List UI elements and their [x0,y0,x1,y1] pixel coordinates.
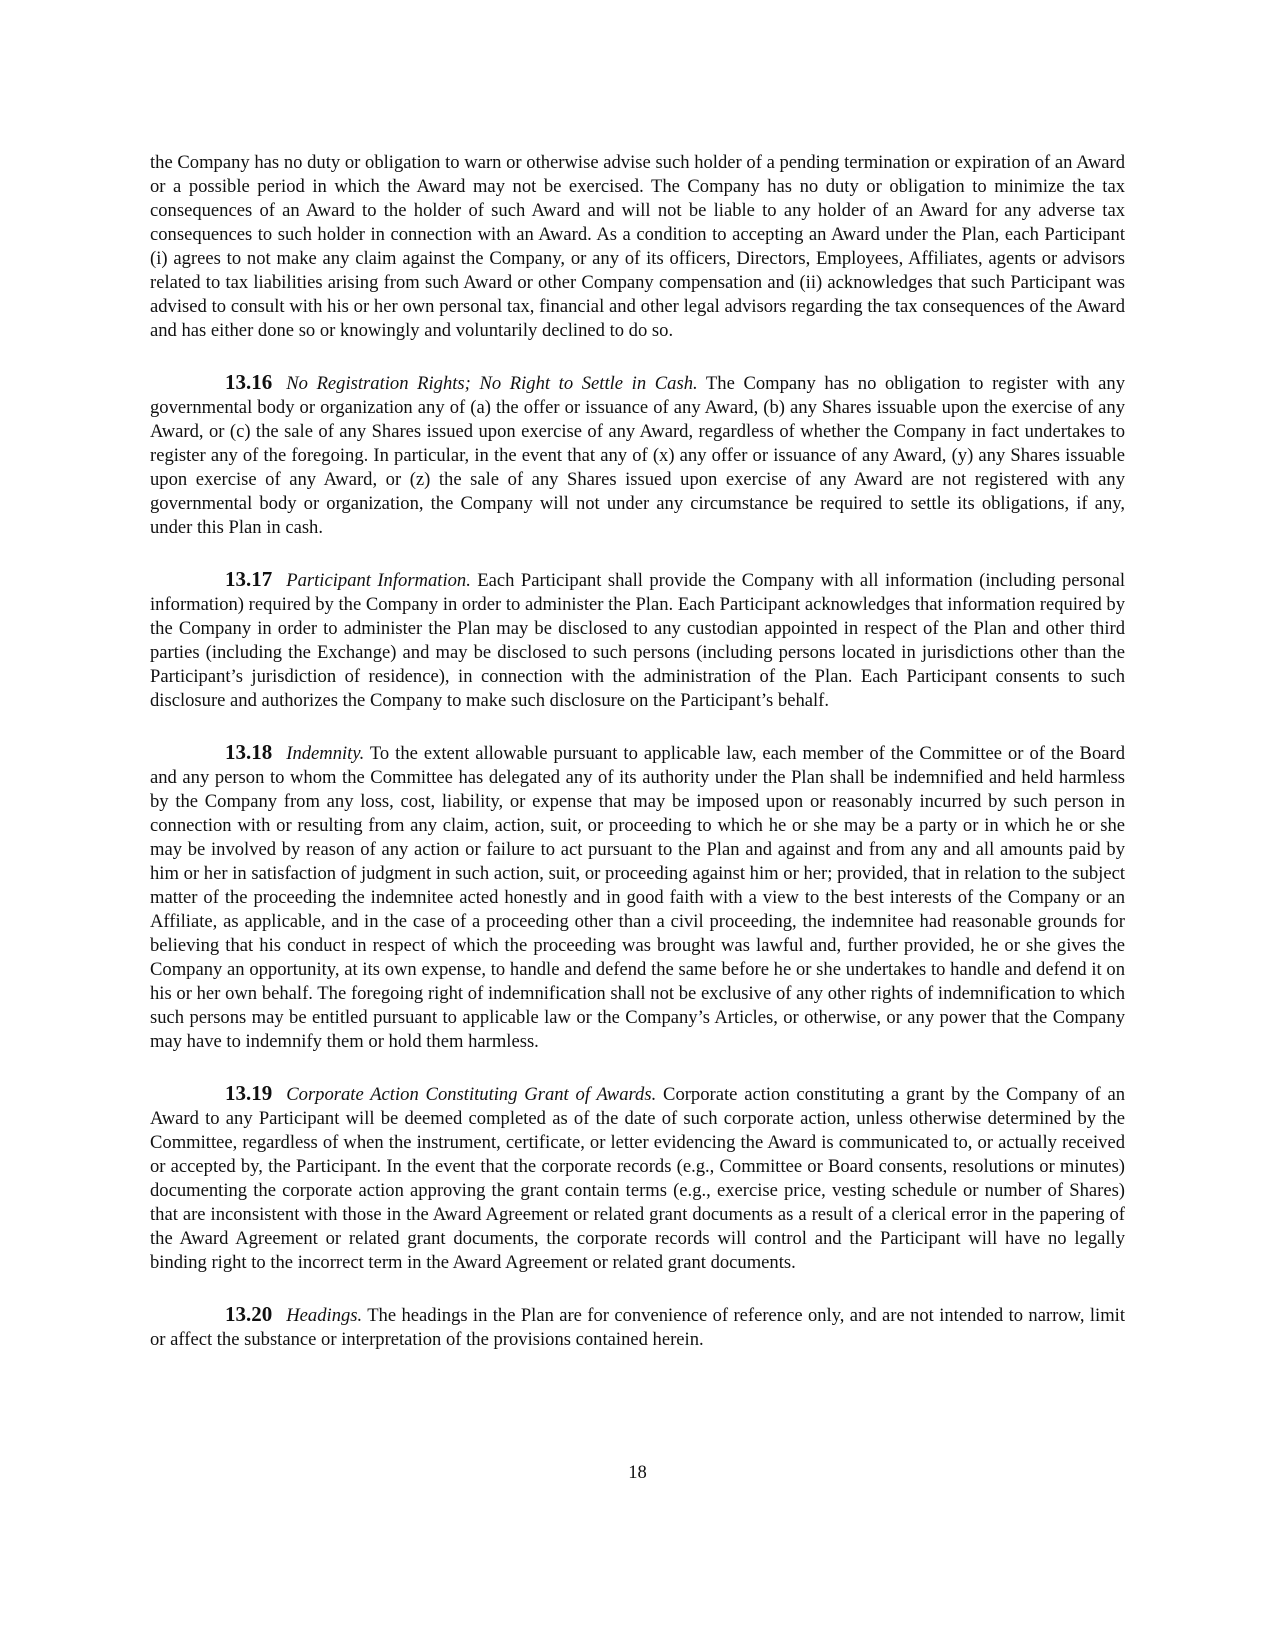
section-13-20 [150,1302,1125,1352]
section-text: Each Participant shall provide the Company with all information (including personal information) required by the Company in order to administer the Plan. Each Participant acknowledges that information required by the Company in order to administer the Plan may be disclosed to any custodian appointed in respect of the Plan and other third parties (including the Exchange) and may be disclosed to such persons (including persons located in jurisdictions other than the Participant’s jurisdiction of residence), in connection with the administration of the Plan. Each Participant consents to such disclosure and authorizes the Company to make such disclosure on the Participant’s behalf. [150,570,1125,711]
document-body [150,151,1125,1379]
section-number: 13.16 [225,370,273,394]
section-13-18 [150,740,1125,1054]
section-13-16 [150,370,1125,540]
page-number: 18 [628,1462,647,1483]
section-title: No Registration Rights; No Right to Settle in Cash. [286,373,698,394]
section-text: Corporate action constituting a grant by the Company of an Award to any Participant will be deemed completed as of the date of such corporate action, unless otherwise determined by the Committee, regardless of when the instrument, certificate, or letter evidencing the Award is communicated to, or actually received or accepted by, the Participant. In the event that the corporate records (e.g., Committee or Board consents, resolutions or minutes) documenting the corporate action approving the grant contain terms (e.g., exercise price, vesting schedule or number of Shares) that are inconsistent with those in the Award Agreement or related grant documents as a result of a clerical error in the papering of the Award Agreement or related grant documents, the corporate records will control and the Participant will have no legally binding right to the incorrect term in the Award Agreement or related grant documents. [150,1084,1125,1273]
section-13-19 [150,1081,1125,1275]
section-title: Participant Information. [286,570,471,591]
section-number: 13.18 [225,740,273,764]
section-number: 13.20 [225,1302,273,1326]
section-number: 13.19 [225,1081,273,1105]
section-13-17 [150,567,1125,713]
section-text: The Company has no obligation to register with any governmental body or organization any of (a) the offer or issuance of any Award, (b) any Shares issuable upon the exercise of any Award, or (c) the sale of any Shares issued upon exercise of any Award, regardless of whether the Company in fact undertakes to register any of the foregoing. In particular, in the event that any of (x) any offer or issuance of any Award, (y) any Shares issuable upon exercise of any Award, or (z) the sale of any Shares issued upon exercise of any Award are not registered with any governmental body or organization, the Company will not under any circumstance be required to settle its obligations, if any, under this Plan in cash. [150,373,1125,538]
intro-paragraph: the Company has no duty or obligation to warn or otherwise advise such holder of a pending termination or expiration of an Award or a possible period in which the Award may not be exercised. The Company has no duty or obligation to minimize the tax consequences of an Award to the holder of such Award and will not be liable to any holder of an Award for any adverse tax consequences to such holder in connection with an Award. As a condition to accepting an Award under the Plan, each Participant (i) agrees to not make any claim against the Company, or any of its officers, Directors, Employees, Affiliates, agents or advisors related to tax liabilities arising from such Award or other Company compensation and (ii) acknowledges that such Participant was advised to consult with his or her own personal tax, financial and other legal advisors regarding the tax consequences of the Award and has either done so or knowingly and voluntarily declined to do so. [150,152,1125,341]
section-title: Indemnity. [286,743,365,764]
section-text: To the extent allowable pursuant to applicable law, each member of the Committee or of the Board and any person to whom the Committee has delegated any of its authority under the Plan shall be indemnified and held harmless by the Company from any loss, cost, liability, or expense that may be imposed upon or reasonably incurred by such person in connection with or resulting from any claim, action, suit, or proceeding to which he or she may be a party or in which he or she may be involved by reason of any action or failure to act pursuant to the Plan and against and from any and all amounts paid by him or her in satisfaction of judgment in such action, suit, or proceeding against him or her; provided, that in relation to the subject matter of the proceeding the indemnitee acted honestly and in good faith with a view to the best interests of the Company or an Affiliate, as applicable, and in the case of a proceeding other than a civil proceeding, the indemnitee had reasonable grounds for believing that his conduct in respect of which the proceeding was brought was lawful and, further provided, he or she gives the Company an opportunity, at its own expense, to handle and defend the same before he or she undertakes to handle and defend it on his or her own behalf. The foregoing right of indemnification shall not be exclusive of any other rights of indemnification to which such persons may be entitled pursuant to applicable law or the Company’s Articles, or otherwise, or any power that the Company may have to indemnify them or hold them harmless. [150,743,1125,1052]
section-title: Headings. [286,1305,363,1326]
section-number: 13.17 [225,567,273,591]
section-text: The headings in the Plan are for convenience of reference only, and are not intended to narrow, limit or affect the substance or interpretation of the provisions contained herein. [150,1305,1125,1350]
section-title: Corporate Action Constituting Grant of Awards. [286,1084,657,1105]
